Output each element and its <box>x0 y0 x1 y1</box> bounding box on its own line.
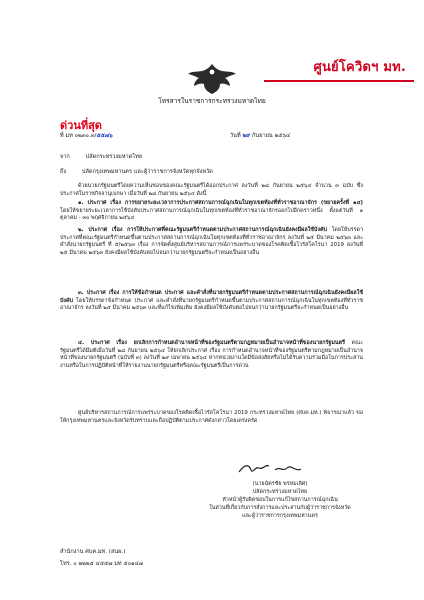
footer-office: สำนักงาน ศบค.มท. (สนผ.) <box>60 549 126 555</box>
item-1-text: โดยให้ขยายระยะเวลาการใช้บังคับประกาศสถานการณ์ฉุกเฉินในทุกเขตท้องที่ทั่วราชอาณาจักรออกไปอีกคราวหนึ่ง ตั้งแต่วันที่ ๑ ตุลาคม - ๓๐ พฤศจิกายน ๒๕๖๔ <box>60 207 363 222</box>
ref-prefix: ที่ มท ๐๒๓๐.๓/ <box>60 133 97 139</box>
covid-center-stamp: ศูนย์โควิดฯ มท. <box>313 60 406 75</box>
item-4-text: คณะรัฐมนตรีได้มีมติเมื่อวันที่ ๒๘ กันยายน ๒๕๖๔ ให้ยกเลิกประกาศ เรื่อง การกำหนดอำนาจหน้าที่ของรัฐมนตรีตามกฎหมายเป็นอำนาจหน้าที่ของนายกรัฐมนตรี (ฉบับที่ ๓) ลงวันที่ ๒๙ เมษายน ๒๕๖๔ หากหน่วยงานใดมีข้อสงสัยหรือไม่ได้รับความร่วมมือในการประสานงานหรือในการปฏิบัติหน้าที่ให้รายงานนายกรัฐมนตรีหรือคณะรัฐมนตรีเป็นการด่วน <box>60 340 363 370</box>
signer-role-3: และผู้ว่าราชการกรุงเทพมหานคร <box>242 513 318 519</box>
from-value: ปลัดกระทรวงมหาดไทย <box>85 154 143 160</box>
item-1 <box>60 200 363 223</box>
from-line <box>60 153 142 161</box>
date-line <box>230 132 290 140</box>
item-1-heading: ๑. ประกาศ เรื่อง การขยายระยะเวลาการประกาศสถานการณ์ฉุกเฉินในทุกเขตท้องที่ทั่วราชอาณาจักร (ขยายครั้งที่ ๑๔) <box>78 200 363 206</box>
signer-role-1: หัวหน้าผู้รับผิดชอบในการแก้ไขสถานการณ์ฉุกเฉิน <box>222 497 338 503</box>
item-3-heading: ๓. ประกาศ เรื่อง การให้ข้อกำหนด ประกาศ และคำสั่งที่นายกรัฐมนตรีกำหนดตามประกาศสถานการณ์ฉุกเฉินยังคงมีผลใช้บังคับ <box>60 290 363 304</box>
item-4 <box>60 340 363 371</box>
intro-paragraph: ด้วยนายกรัฐมนตรีโดยความเห็นชอบของคณะรัฐมนตรีได้ออกประกาศ ลงวันที่ ๒๘ กันยายน ๒๕๖๔ จำนวน ๓ ฉบับ ซึ่งประกาศในราชกิจจานุเบกษา เมื่อวันที่ ๒๘ กันยายน ๒๕๖๔ ดังนี้ <box>60 183 363 197</box>
item-4-heading: ๔. ประกาศ เรื่อง ยกเลิกการกำหนดอำนาจหน้าที่ของรัฐมนตรีตามกฎหมายเป็นอำนาจหน้าที่ของนายกรัฐมนตรี <box>78 340 345 346</box>
signer-role-2: ในส่วนที่เกี่ยวกับการสั่งการและประสานกับผู้ว่าราชการจังหวัด <box>209 505 351 511</box>
ref-line <box>60 132 113 140</box>
signature-block <box>180 480 380 520</box>
footer-phone: โทร. ๐ ๒๒๒๕ ๔๕๕๗ มท ๕๐๑๔๗ <box>60 561 143 567</box>
item-3-text: โดยให้บรรดาข้อกำหนด ประกาศ และคำสั่งที่นายกรัฐมนตรีกำหนดขึ้นตามประกาศสถานการณ์ฉุกเฉินในทุกเขตท้องที่ทั่วราชอาณาจักร ลงวันที่ ๒๕ มีนาคม ๒๕๖๓ และที่แก้ไขเพิ่มเติม ยังคงมีผลใช้บังคับต่อไปจนกว่านายกรัฐมนตรีจะกำหนดเป็นอย่างอื่น <box>60 297 363 312</box>
signer-position: ปลัดกระทรวงมหาดไทย <box>252 489 308 495</box>
item-2-text: โดยให้บรรดาประกาศที่คณะรัฐมนตรีกำหนดขึ้นตามประกาศสถานการณ์ฉุกเฉินในทุกเขตท้องที่ทั่วราชอาณาจักร ลงวันที่ ๒๕ มีนาคม ๒๕๖๓ และคำสั่งนายกรัฐมนตรี ที่ ๕/๒๕๖๓ เรื่อง การจัดตั้งศูนย์บริหารสถานการณ์การแพร่ระบาดของโรคติดเชื้อไวรัสโคโรนา 2019 ลงวันที่ ๒๕ มีนาคม ๒๕๖๓ ยังคงมีผลใช้บังคับต่อไปจนกว่านายกรัฐมนตรีจะกำหนดเป็นอย่างอื่น <box>60 227 363 257</box>
ref-handwritten: ๕๕๗๖ <box>96 133 113 139</box>
garuda-emblem-icon <box>186 62 238 96</box>
urgency-label: ด่วนที่สุด <box>60 119 102 132</box>
handwritten-signature-icon <box>235 460 315 476</box>
to-line <box>60 168 213 176</box>
to-value: ปลัดกรุงเทพมหานคร และผู้ว่าราชการจังหวัดทุกจังหวัด <box>81 169 213 175</box>
from-label: จาก <box>60 154 70 160</box>
date-suffix: กันยายน ๒๕๖๔ <box>252 133 291 139</box>
date-handwritten: ๒๙ <box>242 133 251 139</box>
date-prefix: วันที่ <box>230 133 241 139</box>
item-3 <box>60 290 363 313</box>
signer-name: (นายฉัตรชัย พรหมเลิศ) <box>252 481 308 487</box>
stamp-underline <box>264 80 414 82</box>
memo-title: โทรสารในราชการกระทรวงมหาดไทย <box>158 97 266 105</box>
closing-paragraph: ศูนย์บริหารสถานการณ์การแพร่ระบาดของโรคติดเชื้อไวรัสโคโรนา 2019 กระทรวงมหาดไทย (ศบค.มท.) พิจารณาแล้ว ขอให้กรุงเทพมหานครและจังหวัดรับทราบและถือปฏิบัติตามประกาศดังกล่าวโดยเคร่งครัด <box>60 410 363 424</box>
to-label: ถึง <box>60 169 67 175</box>
item-2-heading: ๒. ประกาศ เรื่อง การให้ประกาศที่คณะรัฐมนตรีกำหนดตามประกาศสถานการณ์ฉุกเฉินยังคงมีผลใช้บังคับ <box>78 227 328 233</box>
item-2 <box>60 227 363 258</box>
